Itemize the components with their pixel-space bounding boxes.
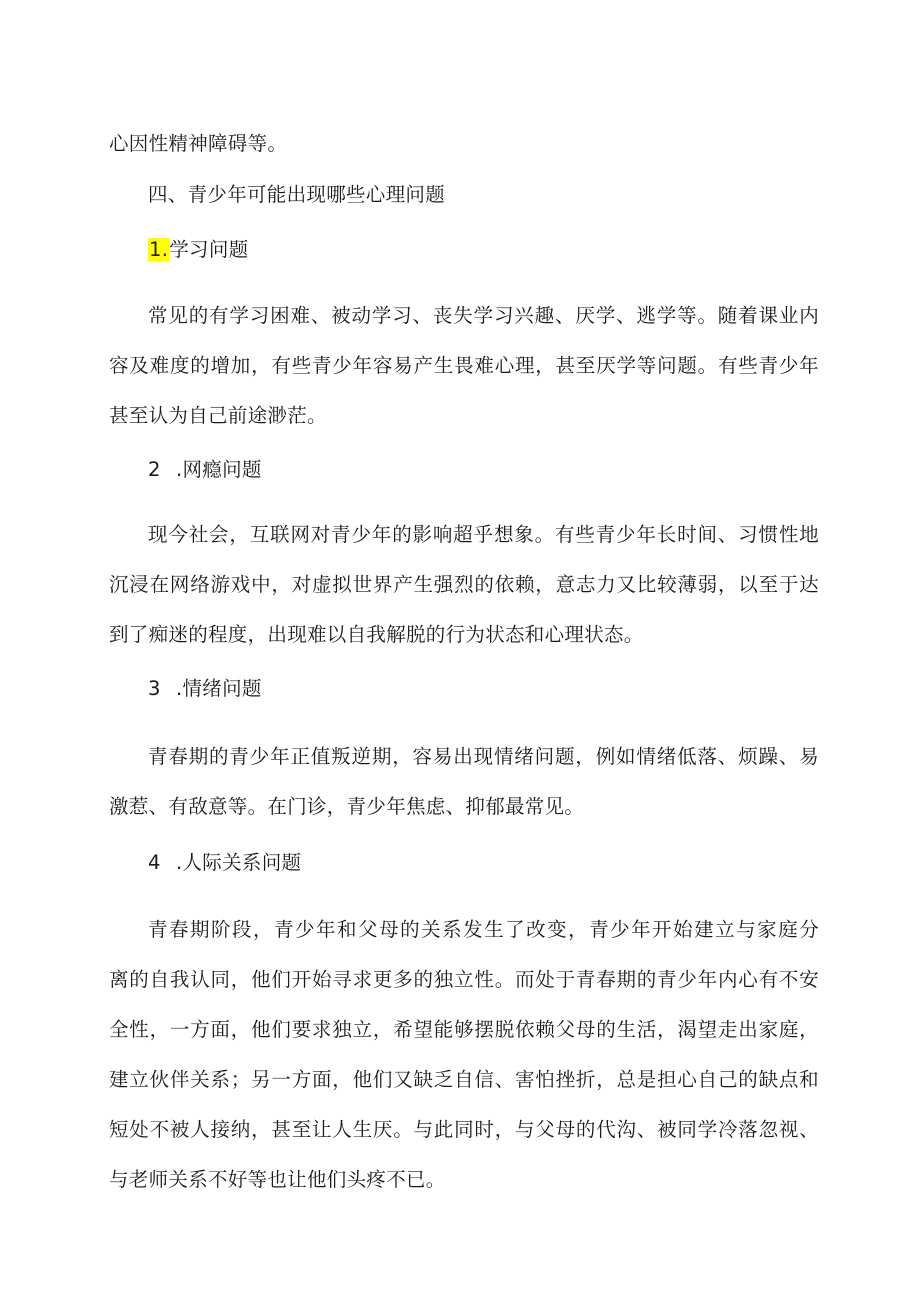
- item-4-para-line: 短处不被人接纳，甚至让人生厌。与此同时，与父母的代沟、被同学冷落忽视、: [109, 1118, 819, 1141]
- item-4-number: 4: [148, 851, 161, 874]
- intro-tail-text: 心因性精神障碍等。: [109, 132, 288, 155]
- item-1-para-line: 常见的有学习困难、被动学习、丧失学习兴趣、厌学、逃学等。随着课业内: [148, 304, 819, 327]
- item-4-para-line: 离的自我认同，他们开始寻求更多的独立性。而处于青春期的青少年内心有不安: [109, 968, 819, 991]
- item-4-para-line: 与老师关系不好等也让他们头疼不已。: [109, 1168, 446, 1191]
- item-1-para-line: 甚至认为自己前途渺茫。: [109, 404, 327, 427]
- item-3-number: 3: [148, 677, 161, 700]
- item-1-para-line: 容及难度的增加，有些青少年容易产生畏难心理，甚至厌学等问题。有些青少年: [109, 354, 819, 377]
- item-3-para-line: 激惹、有敌意等。在门诊，青少年焦虑、抑郁最常见。: [109, 795, 585, 818]
- item-1-heading: [148, 236, 819, 264]
- item-2-number: 2: [148, 458, 161, 481]
- item-2-para-line: 沉浸在网络游戏中，对虚拟世界产生强烈的依赖，意志力又比较薄弱，以至于达: [109, 573, 819, 596]
- item-2-para-line: 到了痴迷的程度，出现难以自我解脱的行为状态和心理状态。: [109, 623, 644, 646]
- item-4-para-line: 建立伙伴关系；另一方面，他们又缺乏自信、害怕挫折，总是担心自己的缺点和: [109, 1068, 819, 1091]
- item-3-para-line: 青春期的青少年正值叛逆期，容易出现情绪问题，例如情绪低落、烦躁、易: [148, 745, 819, 768]
- item-4-title: .人际关系问题: [176, 851, 302, 874]
- item-3-title: .情绪问题: [176, 677, 262, 700]
- item-2-heading: [148, 456, 819, 484]
- item-1-number: 1.: [149, 238, 169, 261]
- item-2-para-line: 现今社会，互联网对青少年的影响超乎想象。有些青少年长时间、习惯性地: [148, 523, 819, 546]
- item-4-heading: [148, 849, 819, 877]
- item-3-heading: [148, 675, 819, 703]
- item-4-para-line: 青春期阶段，青少年和父母的关系发生了改变，青少年开始建立与家庭分: [148, 918, 819, 941]
- item-4-para-line: 全性，一方面，他们要求独立，希望能够摆脱依赖父母的生活，渴望走出家庭，: [109, 1018, 819, 1041]
- item-2-title: .网瘾问题: [176, 458, 262, 481]
- item-1-title: 学习问题: [169, 238, 249, 261]
- section-heading: 四、青少年可能出现哪些心理问题: [148, 183, 446, 206]
